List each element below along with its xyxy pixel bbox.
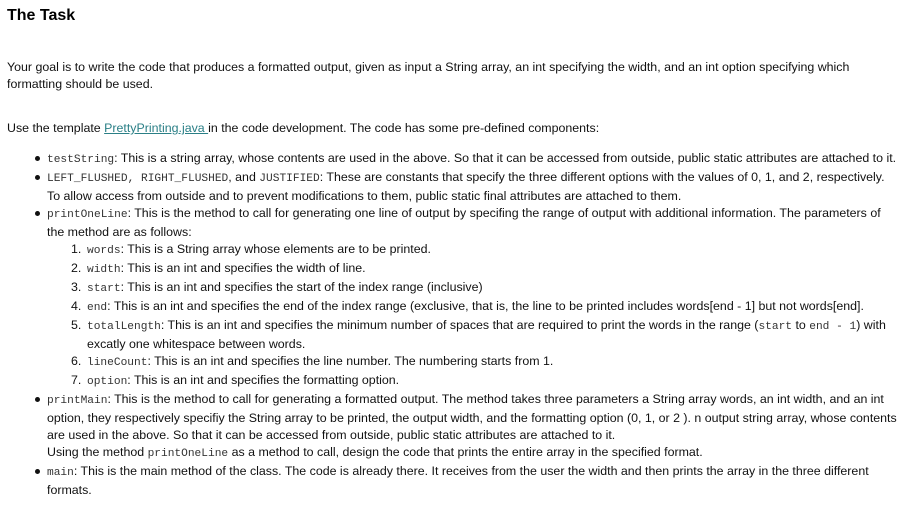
page-title: The Task xyxy=(7,7,76,24)
param-text: : This is a String array whose elements are to be printed. xyxy=(120,242,431,256)
param-code: words xyxy=(87,245,121,257)
param-start-code: start xyxy=(758,321,793,333)
param-item-width: 2. width: This is an int and specifies the width of line. xyxy=(71,261,366,276)
parameter-list xyxy=(47,241,897,391)
printoneline-text: : This is the method to call for generating one line of output by specifing the range of output with additional information. The parameters of the method are as follows: xyxy=(47,206,881,239)
teststring-text: : This is a string array, whose contents are used in the above. So that it can be accessed from outside, public static attributes are attached to it. xyxy=(114,151,897,165)
printmain-line2: Using the method printOneLine as a method to call, design the code that prints the entire array in the specified format. xyxy=(47,445,703,460)
constants-text: : These are constants that specify the three different options with the values of 0, 1, and 2, respectively. To allow access from outside and to prevent modifications to them, public static final attributes are attached to them. xyxy=(47,170,885,203)
param-text: : This is an int and specifies the formatting option. xyxy=(127,373,400,387)
intro-paragraph: Your goal is to write the code that produces a formatted output, given as input a String array, an int specifying the width, and an int option specifying which formatting should be used. xyxy=(7,60,850,91)
param-code: option xyxy=(87,376,128,388)
list-item-constants xyxy=(47,169,897,205)
param-text: : This is an int and specifies the end of the index range (exclusive, that is, the line to be printed includes words[end - 1] but not words[end]. xyxy=(107,299,864,313)
template-prefix: Use the template xyxy=(7,121,105,135)
param-item-linecount: 6. lineCount: This is an int and specifies the line number. The numbering starts from 1. xyxy=(71,354,554,369)
param-item-start: 3. start: This is an int and specifies the start of the index range (inclusive) xyxy=(71,280,483,295)
param-end-code: end - 1 xyxy=(809,321,857,333)
param-text: : This is an int and specifies the line number. The numbering starts from 1. xyxy=(147,354,554,368)
param-item-words: 1. words: This is a String array whose elements are to be printed. xyxy=(71,242,431,257)
printmain-code: printMain xyxy=(47,395,108,407)
param-code: lineCount xyxy=(87,357,148,369)
template-file-link[interactable]: PrettyPrinting.java xyxy=(104,121,209,135)
list-item-main xyxy=(47,463,897,499)
components-list xyxy=(7,150,897,499)
param-code: end xyxy=(87,302,108,314)
param-text: : This is an int and specifies the start of the index range (inclusive) xyxy=(120,280,483,294)
param-text: : This is an int and specifies the minimum number of spaces that are required to print the words in the range ( xyxy=(160,318,759,332)
list-item-printmain xyxy=(47,391,897,463)
main-code: main xyxy=(47,467,74,479)
param-code: totalLength xyxy=(87,321,161,333)
list-item-printoneline xyxy=(47,205,897,391)
printmain-printoneline-code: printOneLine xyxy=(147,448,229,460)
printmain-text: : This is the method to call for generating a formatted output. The method takes three parameters a String array words, an int width, and an int option, they respectively specifiy the String array to be printed, the output width, and the formatting option (0, 1, or 2 ). n output string array, whose contents are used in the above. So that it can be accessed from outside, public static attributes are attached to it. xyxy=(47,392,897,442)
param-item-end: 4. end: This is an int and specifies the end of the index range (exclusive, that is, the line to be printed includes words[end - 1] but not words[end]. xyxy=(71,299,864,314)
justified-code: JUSTIFIED xyxy=(259,173,320,185)
main-text: : This is the main method of the class. The code is already there. It receives from the user the width and then prints the array in the three different formats. xyxy=(47,464,869,497)
constants-code: LEFT_FLUSHED, RIGHT_FLUSHED xyxy=(47,173,229,185)
param-mid: to xyxy=(792,318,810,332)
printoneline-code: printOneLine xyxy=(47,209,128,221)
param-code: start xyxy=(87,283,121,295)
param-text: : This is an int and specifies the width of line. xyxy=(120,261,366,275)
param-text-2: ) with excatly one whitespace between words. xyxy=(87,318,886,351)
list-item-teststring xyxy=(47,150,897,169)
param-item-totallength: 5. totalLength: This is an int and specifies the minimum number of spaces that are required to print the words in the range (start to end - 1) with excatly one whitespace between words. xyxy=(71,318,886,351)
param-item-option: 7. option: This is an int and specifies the formatting option. xyxy=(71,373,400,388)
template-suffix: in the code development. The code has some pre-defined components: xyxy=(208,121,600,135)
param-code: width xyxy=(87,264,121,276)
teststring-code: testString xyxy=(47,154,115,166)
template-paragraph xyxy=(7,120,887,137)
constants-mid: , and xyxy=(228,170,260,184)
